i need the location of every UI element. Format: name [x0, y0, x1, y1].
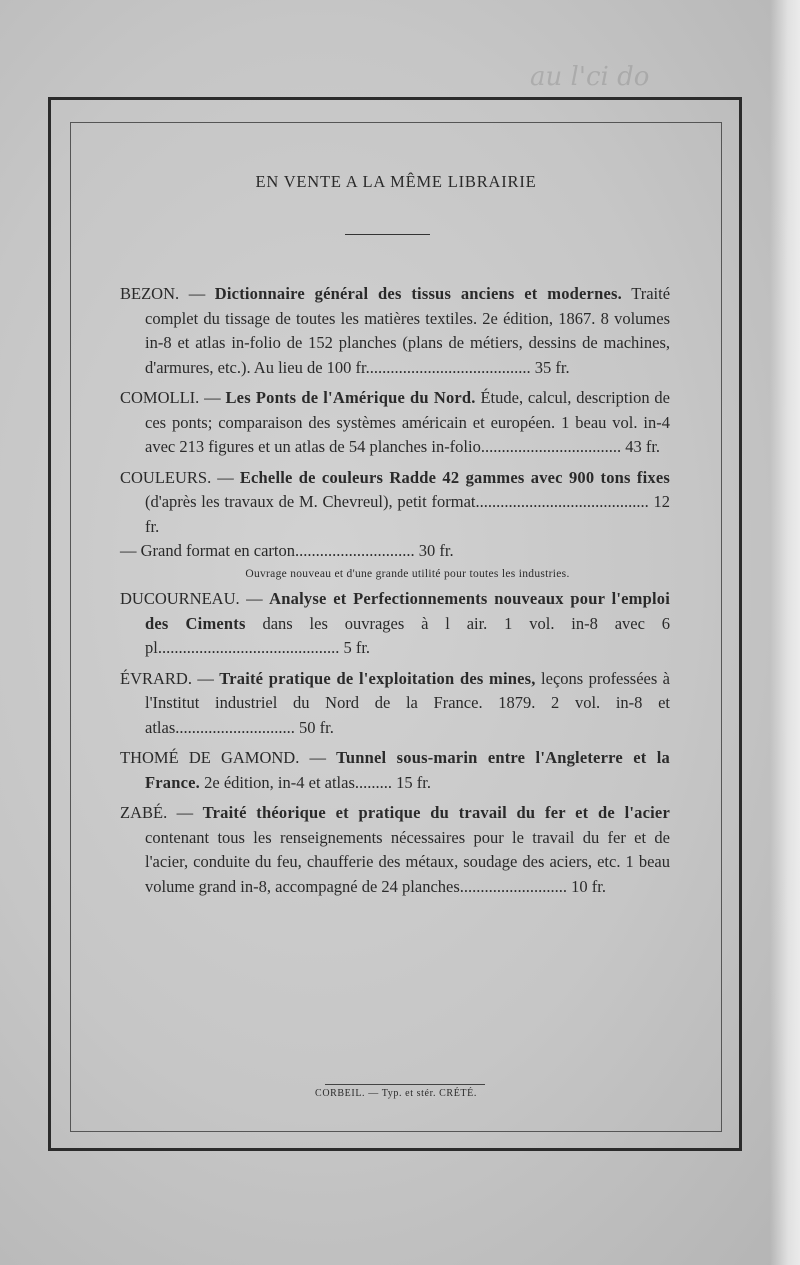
entry-text: Étude, calcul, description de ces ponts; comparaison des systèmes américain et européen. 1 beau vol. in-4 avec 213 figures et un atlas de 54 planches in-folio.................................. 43 fr.: [145, 388, 671, 456]
handwriting-text: au l'ci do: [530, 62, 650, 92]
catalog-entry-evrard: [120, 667, 670, 741]
entry-text: leçons professées à l'Institut industriel du Nord de la France. 1879. 2 vol. in-8 et atlas............................. 50 fr.: [145, 668, 671, 737]
entry-author: BEZON. —: [120, 284, 206, 303]
entry-note: Ouvrage nouveau et d'une grande utilité pour toutes les industries.: [245, 568, 570, 580]
entry-author: DUCOURNEAU. —: [120, 589, 263, 608]
handwritten-annotation: [520, 55, 720, 95]
entry-author: COMOLLI. —: [120, 388, 221, 407]
entry-text: contenant tous les renseignements nécessaires pour le travail du fer et de l'acier, conduite du feu, chaufferie des métaux, soudage des aciers, etc. 1 beau volume grand in-8, accompagné de 24 planches.......................... 10 fr.: [145, 827, 670, 896]
torn-page-edge: [770, 0, 800, 1265]
printer-divider: [325, 1084, 485, 1085]
entry-text: (d'après les travaux de M. Chevreul), petit format.......................................... 12 fr.: [145, 492, 670, 536]
printer-imprint: CORBEIL. — Typ. et stér. CRÉTÉ.: [315, 1088, 477, 1099]
catalog-entry-couleurs: [120, 466, 670, 540]
entry-text: 2e édition, in-4 et atlas......... 15 fr.: [204, 772, 431, 792]
catalog-entry-comolli: [120, 386, 670, 460]
entry-title: Traité pratique de l'exploitation des mines,: [219, 668, 536, 688]
entry-text: dans les ouvrages à l air. 1 vol. in-8 avec 6 pl............................................ 5 fr.: [145, 613, 670, 657]
entry-title: Tunnel sous-marin entre l'Angleterre et la France.: [145, 748, 671, 792]
entry-title: Analyse et Perfectionnements nouveaux pour l'emploi des Ciments: [145, 589, 670, 633]
catalog-entry-ducourneau: [120, 587, 670, 661]
entry-title: Echelle de couleurs Radde 42 gammes avec 900 tons fixes: [239, 467, 670, 487]
entry-title: Traité théorique et pratique du travail du fer et de l'acier: [202, 803, 670, 822]
entry-title: Les Ponts de l'Amérique du Nord.: [225, 388, 476, 407]
catalog-entry-thome-de-gamond: [120, 746, 670, 795]
entry-sub-line: — Grand format en carton............................. 30 fr.: [120, 541, 454, 560]
page-heading: EN VENTE A LA MÊME LIBRAIRIE: [255, 172, 537, 191]
entry-author: ÉVRARD. —: [120, 668, 214, 688]
catalog-list: [120, 282, 670, 905]
entry-text: Traité complet du tissage de toutes les matières textiles. 2e édition, 1867. 8 volumes in-8 et atlas in-folio de 152 planches (plans de métiers, dessins de machines, d'armures, etc.). Au lieu de 100 fr........................................ 35 fr.: [145, 284, 671, 377]
entry-author: THOMÉ DE GAMOND. —: [120, 748, 326, 767]
heading-divider: [345, 234, 430, 235]
entry-author: ZABÉ. —: [120, 803, 194, 822]
catalog-entry-bezon: [120, 282, 670, 380]
entry-author: COULEURS. —: [120, 467, 234, 487]
entry-title: Dictionnaire général des tissus anciens et modernes.: [214, 284, 622, 303]
catalog-entry-zabe: [120, 801, 670, 899]
